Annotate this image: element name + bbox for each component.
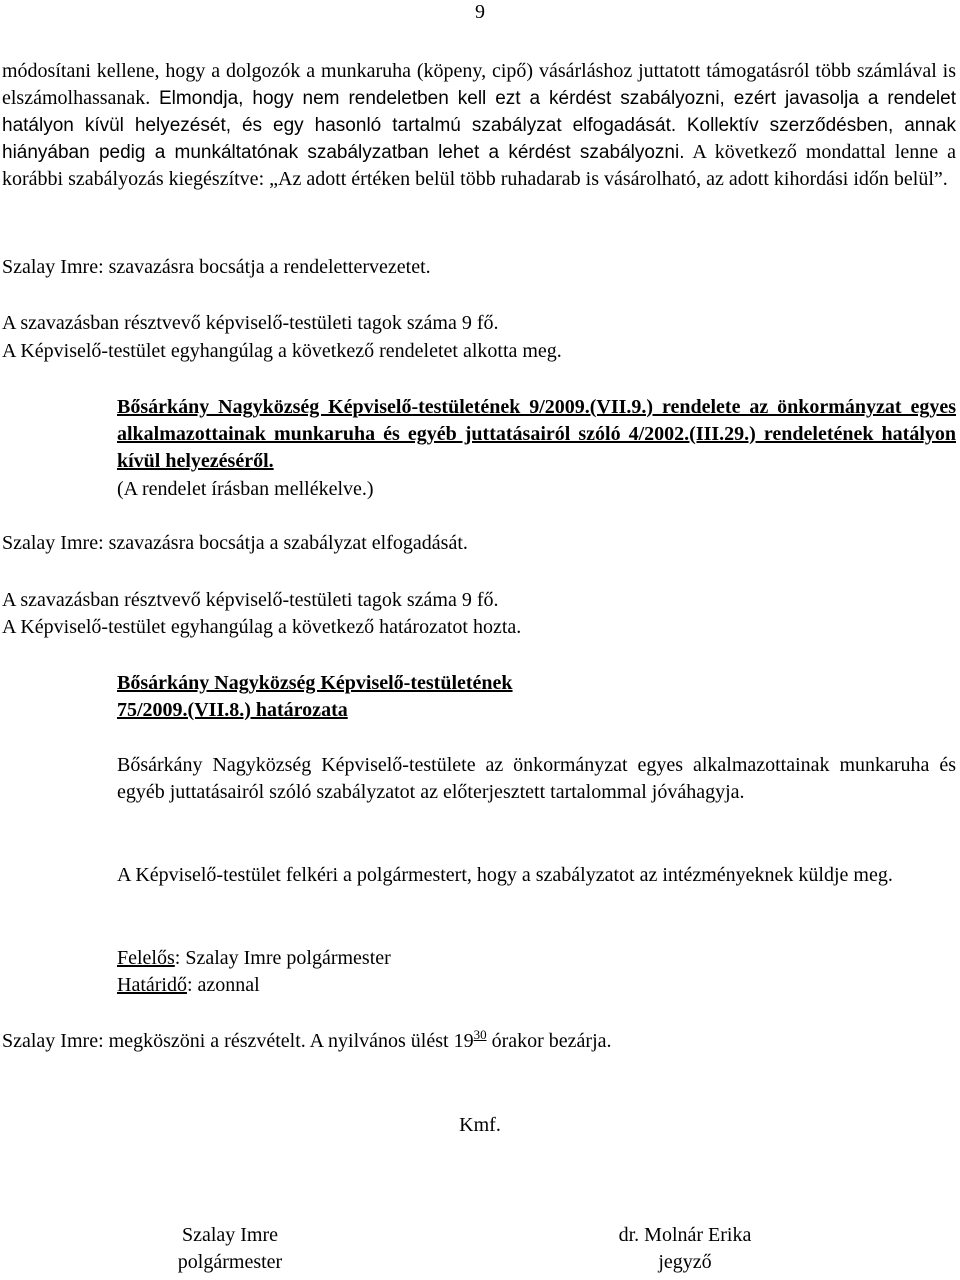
vote2-line [2,530,956,557]
vote2-result: A Képviselő-testület egyhangúlag a következő határozatot hozta. [2,616,522,638]
speaker-name: Szalay Imre [2,256,99,278]
vote2-text: : szavazásra bocsátja a szabályzat elfogadását. [98,532,468,554]
signature-right-name: dr. Molnár Erika [618,1224,752,1246]
vote1-line [2,254,956,281]
vote1-text: : szavazásra bocsátja a rendelettervezetet. [98,256,431,278]
page-number: 9 [475,1,485,23]
kmf: Kmf. [459,1114,501,1136]
intro-text-3: Kollektív szerződésben, annak hiányában pedig a munkáltatónak szabályzatban lehet a kérdést szabályozni. [2,115,956,163]
closing-line [2,1028,956,1055]
resolution-title [117,670,956,724]
decree-note: (A rendelet írásban mellékelve.) [117,478,374,500]
closing-text-end: órakor bezárja. [486,1030,612,1052]
vote1-result: A Képviselő-testület egyhangúlag a következő rendeletet alkotta meg. [2,340,562,362]
responsible-value: : Szalay Imre polgármester [174,947,391,969]
speaker-name: Szalay Imre [2,1030,99,1052]
resolution-body-2: A Képviselő-testület felkéri a polgármestert, hogy a szabályzatot az intézményeknek küldje meg. [117,864,893,886]
intro-paragraph [2,58,956,193]
signature-right-role: jegyző [658,1251,712,1273]
signature-left-role: polgármester [177,1251,283,1273]
speaker-name: Szalay Imre [2,532,99,554]
intro-text-1: módosítani kellene, hogy a dolgozók a munkaruha (köpeny, cipő) vásárláshoz juttatott támogatásról több számlával is elszámolhassanak. [2,60,956,109]
intro-text-2: Elmondja, hogy nem rendeletben kell ezt a kérdést szabályozni, ezért javasolja a rendelet hatályon kívül helyezését, és egy hasonló tartalmú szabályzat elfogadását. [2,88,956,136]
decree-title: Bősárkány Nagyközség Képviselő-testületének 9/2009.(VII.9.) rendelete az önkormányzat egyes alkalmazottainak munkaruha és egyéb juttatásairól szóló 4/2002.(III.29.) rendeletének hatályon kívül helyezéséről. [117,396,956,472]
signature-left [110,1222,350,1276]
closing-text: : megköszöni a részvételt. A nyilvános ülést 19 [98,1030,474,1052]
responsible-label: Felelős [117,947,175,969]
intro-text-4: A következő mondattal lenne a korábbi szabályozás kiegészítve: „Az adott értéken belül több ruhadarab is vásárolható, az adott kihordási időn belül”. [2,141,956,190]
deadline-line [117,972,956,999]
resolution-title-line2: 75/2009.(VII.8.) határozata [117,699,348,721]
signature-right [565,1222,805,1276]
vote1-participants: A szavazásban résztvevő képviselő-testületi tagok száma 9 fő. [2,312,499,334]
closing-minutes: 30 [473,1027,487,1042]
deadline-label: Határidő [117,974,187,996]
deadline-value: : azonnal [186,974,260,996]
resolution-body-1: Bősárkány Nagyközség Képviselő-testülete az önkormányzat egyes alkalmazottainak munkaruha és egyéb juttatásairól szóló szabályzatot az előterjesztett tartalommal jóváhagyja. [117,754,956,803]
responsible-line [117,945,956,972]
vote2-participants: A szavazásban résztvevő képviselő-testületi tagok száma 9 fő. [2,589,499,611]
signature-left-name: Szalay Imre [181,1224,279,1246]
resolution-title-line1: Bősárkány Nagyközség Képviselő-testületének [117,672,513,694]
